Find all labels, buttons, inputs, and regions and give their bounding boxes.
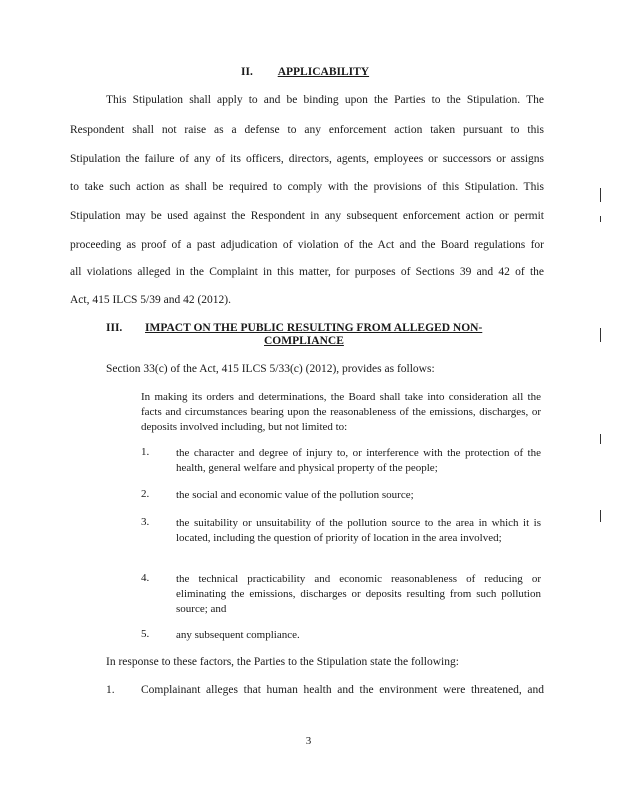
- applicability-line: to take such action as shall be required to comply with the provisions of this Stipulation. This: [70, 181, 544, 193]
- factor-number: 1.: [141, 446, 150, 458]
- factor-text: the social and economic value of the pollution source;: [176, 489, 414, 501]
- scan-mark: [600, 216, 601, 222]
- applicability-line: proceeding as proof of a past adjudication of violation of the Act and the Board regulations for: [70, 239, 544, 251]
- section-iii-title-line1: IMPACT ON THE PUBLIC RESULTING FROM ALLEGED NON-: [145, 322, 483, 334]
- section-iii-number: III.: [106, 322, 123, 334]
- page-number: 3: [305, 735, 312, 747]
- response-intro: In response to these factors, the Parties to the Stipulation state the following:: [106, 656, 459, 668]
- statute-quote-intro: In making its orders and determinations, the Board shall take into consideration all the facts and circumstances bearing upon the reasonableness of the emissions, discharges, or deposits involved including, but not limited to:: [141, 391, 541, 433]
- factor-text: the technical practicability and economic reasonableness of reducing or eliminating the emissions, discharges or deposits resulting from such pollution source; and: [176, 573, 541, 615]
- section-33c-intro: Section 33(c) of the Act, 415 ILCS 5/33(c) (2012), provides as follows:: [106, 363, 435, 375]
- factor-text: any subsequent compliance.: [176, 629, 300, 641]
- factor-text: the suitability or unsuitability of the pollution source to the area in which it is located, including the question of priority of location in the area involved;: [176, 517, 541, 544]
- section-iii-title-line2: COMPLIANCE: [264, 335, 344, 347]
- factor-number: 4.: [141, 572, 150, 584]
- applicability-line: Respondent shall not raise as a defense to any enforcement action taken pursuant to this: [70, 124, 544, 136]
- factor-text: the character and degree of injury to, or interference with the protection of the health, general welfare and physical property of the people;: [176, 447, 541, 474]
- applicability-line: This Stipulation shall apply to and be binding upon the Parties to the Stipulation. The: [106, 94, 544, 106]
- section-ii-title: APPLICABILITY: [277, 66, 370, 78]
- response-item-number: 1.: [106, 684, 115, 696]
- factor-number: 2.: [141, 488, 150, 500]
- section-ii-heading: [241, 66, 369, 78]
- factor-number: 5.: [141, 628, 150, 640]
- applicability-line: all violations alleged in the Complaint in this matter, for purposes of Sections 39 and 42 of the: [70, 266, 544, 278]
- scan-mark: [600, 328, 601, 342]
- applicability-line: Stipulation may be used against the Respondent in any subsequent enforcement action or permit: [70, 210, 544, 222]
- scan-mark: [600, 510, 601, 522]
- scan-mark: [600, 188, 601, 202]
- applicability-line: Act, 415 ILCS 5/39 and 42 (2012).: [70, 294, 231, 306]
- response-item-text: Complainant alleges that human health and the environment were threatened, and: [141, 684, 544, 696]
- scan-mark: [600, 434, 601, 444]
- factor-number: 3.: [141, 516, 150, 528]
- section-iii-heading: [106, 322, 122, 334]
- section-ii-number: II.: [241, 66, 253, 78]
- applicability-line: Stipulation the failure of any of its officers, directors, agents, employees or successors or assigns: [70, 153, 544, 165]
